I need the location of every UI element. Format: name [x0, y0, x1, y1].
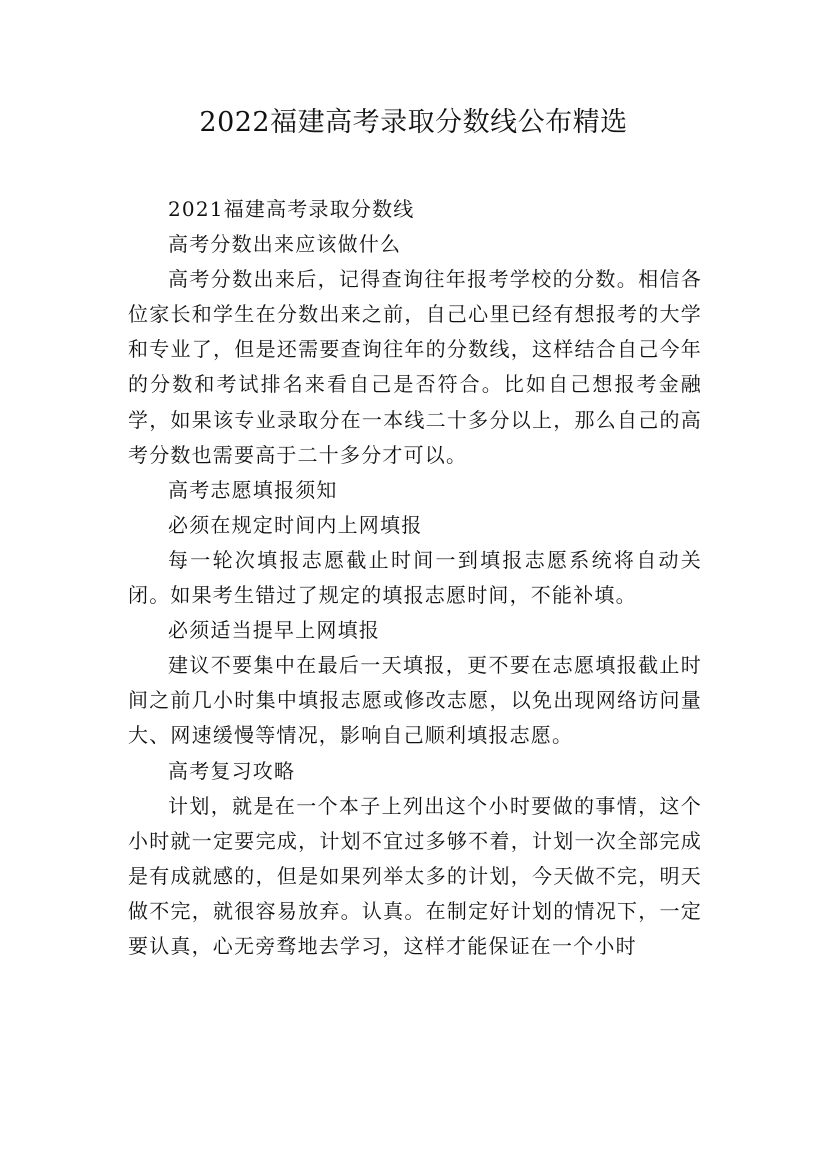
document-body: [128, 192, 702, 964]
document-title: 2022福建高考录取分数线公布精选: [199, 107, 628, 138]
paragraph: 计划，就是在一个本子上列出这个小时要做的事情，这个小时就一定要完成，计划不宜过多够不着，计划一次全部完成是有成就感的，但是如果列举太多的计划，今天做不完，明天做不完，就很容易放弃。认真。在制定好计划的情况下，一定要认真，心无旁骛地去学习，这样才能保证在一个小时: [128, 793, 702, 958]
paragraph-heading: 必须在规定时间内上网填报: [168, 512, 423, 537]
paragraph-heading: 高考复习攻略: [168, 758, 296, 783]
paragraph-heading: 高考分数出来应该做什么: [168, 232, 402, 257]
paragraph-heading: 高考志愿填报须知: [168, 477, 338, 502]
paragraph: 建议不要集中在最后一天填报，更不要在志愿填报截止时间之前几小时集中填报志愿或修改志愿，以免出现网络访问量大、网速缓慢等情况，影响自己顺利填报志愿。: [128, 653, 702, 748]
paragraph-heading: 必须适当提早上网填报: [168, 618, 380, 643]
paragraph: 每一轮次填报志愿截止时间一到填报志愿系统将自动关闭。如果考生错过了规定的填报志愿时间，不能补填。: [128, 547, 702, 608]
paragraph-subtitle: 2021福建高考录取分数线: [168, 197, 415, 221]
paragraph: 高考分数出来后，记得查询往年报考学校的分数。相信各位家长和学生在分数出来之前，自己心里已经有想报考的大学和专业了，但是还需要查询往年的分数线，这样结合自己今年的分数和考试排名来看自己是否符合。比如自己想报考金融学，如果该专业录取分在一本线二十多分以上，那么自己的高考分数也需要高于二十多分才可以。: [128, 267, 702, 467]
